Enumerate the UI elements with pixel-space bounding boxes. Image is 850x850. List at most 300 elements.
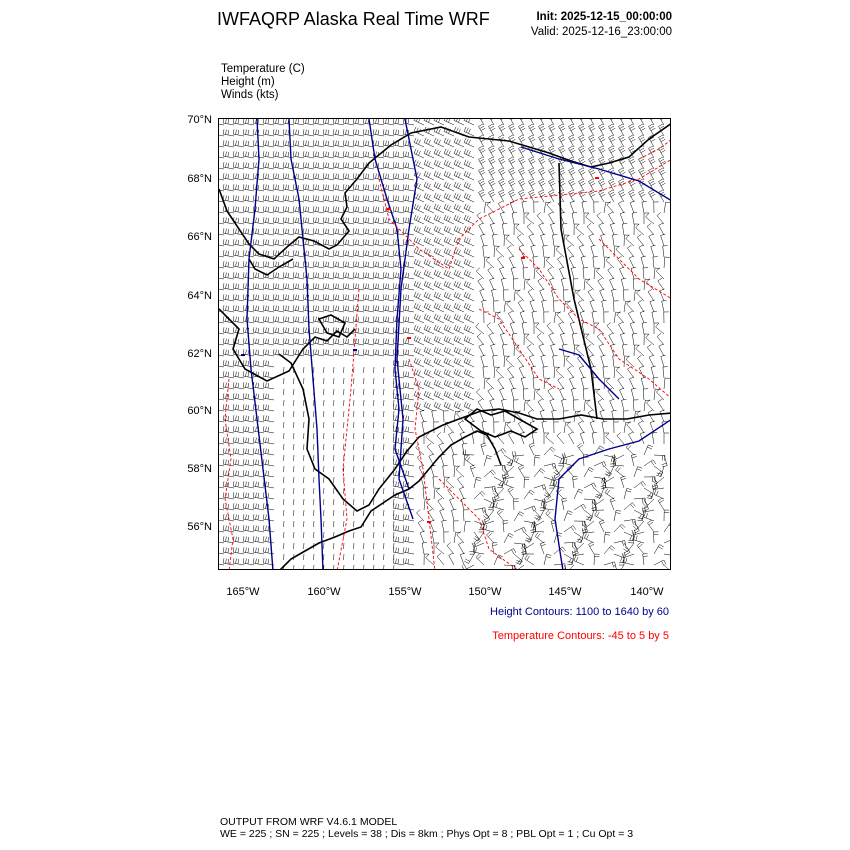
wind-barb	[323, 349, 334, 356]
wind-barb	[243, 305, 254, 312]
wind-barb	[527, 223, 534, 235]
wind-barb	[293, 338, 304, 345]
wind-barb	[223, 404, 234, 411]
wind-barb	[590, 421, 595, 433]
wind-barb	[294, 411, 295, 417]
wind-barb	[659, 344, 664, 356]
wind-barb	[414, 119, 424, 125]
wind-barb	[414, 193, 424, 202]
wind-barb	[529, 179, 536, 191]
wind-barb	[344, 543, 345, 549]
wind-barb	[554, 564, 566, 569]
wind-barb	[263, 294, 274, 301]
wind-barb	[562, 498, 567, 510]
wind-barb	[324, 499, 325, 505]
wind-barb	[314, 444, 315, 450]
wind-barb	[223, 250, 234, 257]
wind-barb	[393, 162, 404, 169]
wind-barb	[233, 283, 244, 290]
wind-barb	[571, 267, 576, 279]
wind-barb	[484, 202, 491, 213]
wind-barb	[637, 355, 644, 367]
wind-barb	[414, 303, 424, 312]
wind-barb	[517, 290, 525, 302]
wind-barb	[364, 455, 365, 461]
wind-barb	[522, 543, 534, 549]
wind-barb	[579, 245, 584, 257]
wind-barb	[642, 201, 647, 213]
wind-barb	[577, 234, 584, 246]
wind-barb	[573, 279, 578, 290]
wind-barb	[273, 283, 284, 290]
wind-barb	[383, 119, 394, 125]
wind-barb	[570, 201, 575, 213]
wind-barb	[650, 300, 655, 312]
wind-barb	[454, 325, 464, 334]
wind-barb	[304, 433, 305, 439]
wind-barb	[243, 470, 254, 477]
wind-barb	[294, 477, 295, 483]
wind-barb	[403, 338, 414, 345]
wind-barb	[646, 334, 654, 345]
wind-barb	[436, 488, 444, 499]
wind-barb	[561, 278, 566, 290]
wind-barb	[374, 477, 375, 483]
wind-barb	[223, 459, 234, 466]
wind-barb	[604, 466, 612, 477]
wind-barb	[353, 162, 364, 169]
wind-barb	[456, 466, 464, 477]
wind-barb	[577, 290, 585, 302]
wind-barb	[233, 525, 244, 532]
wind-barb	[383, 272, 394, 279]
wind-barb	[233, 294, 244, 301]
wind-barb	[243, 415, 254, 422]
wind-barb	[658, 399, 664, 411]
wind-barb	[536, 268, 544, 279]
wind-barb	[465, 456, 474, 467]
wind-barb	[533, 378, 538, 389]
wind-barb	[532, 521, 544, 527]
wind-barb	[253, 338, 264, 345]
wind-barb	[496, 367, 504, 378]
wind-barb	[609, 212, 615, 224]
wind-barb	[253, 415, 264, 422]
wind-barb	[364, 554, 365, 560]
wind-barb	[599, 119, 606, 125]
wind-barb	[612, 410, 617, 422]
wind-barb	[314, 532, 315, 538]
wind-barb	[442, 520, 447, 532]
wind-barb	[364, 565, 365, 570]
wind-barb	[373, 173, 384, 180]
wind-barb	[354, 532, 355, 538]
wind-barb	[294, 466, 295, 472]
wind-barb	[549, 119, 556, 125]
wind-barb	[544, 202, 551, 213]
wind-barb	[535, 532, 544, 543]
wind-barb	[613, 234, 618, 246]
wind-barb	[454, 336, 464, 345]
wind-barb	[294, 521, 295, 527]
wind-barb	[333, 119, 344, 125]
wind-barb	[562, 223, 567, 235]
wind-barb	[602, 421, 607, 433]
wind-barb	[418, 520, 424, 532]
wind-barb	[344, 367, 345, 373]
wind-barb	[464, 160, 474, 169]
wind-barb	[314, 455, 315, 461]
wind-barb	[314, 521, 315, 527]
wind-barb	[504, 235, 509, 246]
wind-barb	[599, 157, 606, 169]
wind-barb	[293, 151, 304, 158]
wind-barb	[654, 560, 666, 566]
wind-barb	[424, 226, 434, 235]
wind-barb	[253, 349, 264, 356]
wind-barb	[619, 554, 624, 565]
wind-barb	[537, 212, 544, 224]
wind-barb	[554, 367, 560, 378]
wind-barb	[527, 344, 534, 356]
wind-barb	[324, 554, 325, 560]
wind-barb	[233, 558, 244, 565]
wind-barb	[414, 347, 424, 356]
wind-barb	[599, 344, 604, 356]
wind-barb	[506, 356, 514, 367]
wind-barb	[303, 228, 314, 235]
wind-barb	[602, 477, 614, 483]
wind-barb	[223, 360, 234, 367]
wind-barb	[624, 422, 631, 433]
wind-barb	[464, 149, 474, 158]
wind-barb	[628, 311, 634, 323]
wind-barb	[574, 504, 586, 510]
wind-barb	[539, 157, 546, 169]
wind-barb	[263, 228, 274, 235]
wind-barb	[653, 257, 658, 269]
wind-barb	[636, 224, 644, 235]
wind-barb	[364, 488, 365, 494]
wind-barb	[564, 301, 571, 312]
lon-label-165w: 165°W	[226, 586, 260, 598]
wind-barb	[627, 421, 634, 433]
wind-barb	[403, 173, 414, 180]
wind-barb	[253, 503, 264, 510]
wind-barb	[243, 119, 254, 125]
wind-barb	[304, 378, 305, 384]
wind-barb	[343, 217, 354, 224]
wind-barb	[334, 389, 335, 395]
wind-barb	[462, 564, 474, 570]
wind-barb	[612, 289, 617, 301]
wind-barb	[514, 499, 519, 510]
wind-barb	[564, 542, 575, 547]
wind-barb	[569, 377, 574, 389]
wind-barb	[383, 250, 394, 257]
wind-barb	[374, 455, 375, 461]
wind-barb	[638, 421, 644, 433]
wind-barb	[324, 378, 325, 384]
wind-barb	[434, 303, 444, 312]
wind-barb	[499, 322, 505, 334]
wind-barb	[595, 511, 604, 521]
wind-barb	[454, 160, 464, 169]
wind-barb	[604, 312, 609, 323]
wind-barb	[639, 119, 646, 125]
wind-barb	[487, 532, 495, 544]
wind-barb	[549, 124, 556, 136]
wind-barb	[303, 206, 314, 213]
wind-barb	[647, 400, 655, 412]
wind-barb	[283, 129, 294, 136]
wind-barb	[529, 119, 536, 125]
wind-barb	[649, 119, 656, 125]
wind-barb	[434, 369, 444, 378]
wind-barb	[609, 124, 616, 136]
wind-barb	[243, 514, 254, 521]
wind-barb	[444, 391, 454, 400]
wind-barb	[464, 248, 474, 257]
wind-barb	[659, 179, 666, 191]
wind-barb	[364, 400, 365, 406]
wind-barb	[569, 124, 576, 136]
wind-barb	[648, 289, 654, 301]
wind-barb	[283, 250, 294, 257]
wind-barb	[284, 521, 285, 527]
wind-barb	[605, 489, 614, 499]
wind-barb	[638, 300, 644, 312]
wind-barb	[472, 432, 477, 444]
wind-barb	[223, 173, 234, 180]
wind-barb	[303, 272, 314, 279]
wind-barb	[424, 380, 434, 389]
wind-barb	[556, 246, 564, 257]
wind-barb	[334, 565, 335, 570]
wind-barb	[223, 305, 234, 312]
wind-barb	[587, 400, 595, 412]
wind-barb	[293, 206, 304, 213]
wind-barb	[424, 358, 434, 367]
wind-barb	[609, 333, 614, 345]
wind-barb	[444, 119, 454, 125]
wind-barb	[323, 129, 334, 136]
wind-barb	[383, 228, 394, 235]
wind-barb	[223, 525, 234, 532]
wind-barb	[632, 333, 637, 345]
wind-barb	[263, 261, 274, 268]
wind-barb	[374, 400, 375, 406]
wind-barb	[614, 565, 624, 570]
wind-barb	[353, 151, 364, 158]
wind-barb	[273, 206, 284, 213]
wind-barb	[384, 466, 385, 472]
wind-barb	[582, 521, 594, 528]
wind-barb	[437, 432, 444, 444]
wind-barb	[509, 168, 516, 180]
wind-barb	[253, 448, 264, 455]
wind-barb	[403, 239, 414, 246]
wind-barb	[493, 356, 498, 368]
wind-barb	[444, 149, 454, 158]
wind-barb	[642, 322, 647, 334]
wind-barb	[444, 380, 454, 389]
wind-barb	[536, 323, 544, 334]
wind-barb	[664, 202, 671, 213]
wind-barb	[567, 421, 574, 433]
wind-barb	[549, 477, 554, 488]
wind-barb	[353, 140, 364, 147]
wind-barb	[384, 400, 385, 406]
wind-barb	[605, 466, 614, 476]
wind-barb	[233, 162, 244, 169]
wind-barb	[294, 422, 295, 428]
wind-barb	[500, 212, 505, 224]
wind-barb	[582, 201, 587, 213]
wind-barb	[364, 532, 365, 538]
wind-barb	[503, 521, 508, 533]
wind-barb	[629, 135, 636, 147]
wind-barb	[434, 138, 444, 147]
wind-barb	[634, 345, 639, 356]
wind-barb	[444, 204, 454, 213]
wind-barb	[417, 454, 424, 466]
wind-barb	[343, 239, 354, 246]
wind-barb	[253, 525, 264, 532]
wind-barb	[519, 245, 524, 257]
wind-barb	[464, 193, 474, 202]
wind-barb	[273, 195, 284, 202]
wind-barb	[654, 268, 660, 279]
wind-barb	[525, 555, 534, 565]
wind-barb	[373, 283, 384, 290]
wind-barb	[499, 119, 506, 125]
wind-barb	[534, 499, 545, 507]
wind-barb	[414, 369, 424, 378]
wind-barb	[420, 531, 425, 543]
wind-barb	[333, 272, 344, 279]
init-time: Init: 2025-12-15_00:00:00	[536, 11, 672, 23]
wind-barb	[424, 215, 434, 224]
wind-barb	[314, 499, 315, 505]
wind-barb	[383, 151, 394, 158]
wind-barb	[513, 451, 525, 456]
wind-barb	[500, 333, 505, 345]
wind-barb	[263, 371, 274, 378]
wind-barb	[263, 382, 274, 389]
wind-barb	[519, 157, 526, 169]
wind-barb	[344, 400, 345, 406]
wind-barb	[373, 261, 384, 268]
wind-barb	[593, 257, 598, 269]
wind-barb	[374, 499, 375, 505]
wind-barb	[550, 399, 555, 411]
wind-barb	[568, 311, 574, 323]
wind-barb	[223, 140, 234, 147]
wind-barb	[283, 140, 294, 147]
wind-barb	[414, 226, 424, 235]
wind-barb	[243, 503, 254, 510]
wind-barb	[223, 151, 234, 158]
wind-barb	[373, 305, 384, 312]
wind-barb	[333, 349, 344, 356]
wind-barb	[578, 300, 584, 312]
wind-barb	[363, 239, 374, 246]
wind-barb	[574, 224, 579, 235]
wind-barb	[323, 294, 334, 301]
wind-barb	[323, 261, 334, 268]
wind-barb	[533, 257, 538, 269]
wind-barb	[464, 336, 474, 345]
wind-barb	[649, 157, 656, 169]
wind-barb	[559, 322, 565, 334]
wind-barb	[643, 389, 648, 400]
wind-barb	[656, 268, 664, 279]
temperature-contour-legend: Temperature Contours: -45 to 5 by 5	[492, 630, 669, 642]
coastline	[219, 309, 355, 381]
wind-barb	[454, 466, 460, 477]
wind-barb	[403, 525, 414, 532]
wind-barb	[554, 246, 560, 257]
wind-barb	[634, 481, 646, 488]
wind-barb	[434, 204, 444, 213]
wind-barb	[314, 433, 315, 439]
wind-barb	[541, 234, 546, 246]
wind-barb	[583, 268, 588, 279]
wind-barb	[563, 290, 568, 301]
wind-barb	[343, 140, 354, 147]
wind-barb	[436, 543, 444, 554]
wind-barb	[454, 402, 464, 411]
wind-barb	[606, 257, 614, 268]
wind-barb	[444, 336, 454, 345]
wind-barb	[620, 212, 625, 224]
wind-barb	[243, 404, 254, 411]
wind-barb	[253, 239, 264, 246]
wind-barb	[569, 168, 576, 180]
wind-barb	[454, 237, 464, 246]
wind-barb	[649, 234, 654, 246]
wind-barb	[273, 305, 284, 312]
wind-barb	[243, 547, 254, 554]
wind-barb	[273, 294, 284, 301]
wind-barb	[517, 234, 524, 246]
wind-barb	[434, 347, 444, 356]
wind-barb	[253, 184, 264, 191]
wind-barb	[486, 257, 494, 268]
wind-barb	[629, 157, 636, 169]
wind-barb	[634, 290, 640, 301]
model-info-line2: WE = 225 ; SN = 225 ; Levels = 38 ; Dis = 8km ; Phys Opt = 8 ; PBL Opt = 1 ; Cu Opt = 3	[220, 828, 634, 840]
wind-barb	[434, 237, 444, 246]
wind-barb	[284, 444, 285, 450]
wind-barb	[508, 366, 515, 378]
wind-barb	[364, 444, 365, 450]
wind-barb	[233, 437, 244, 444]
wind-barb	[460, 553, 465, 565]
wind-barb	[273, 129, 284, 136]
wind-barb	[444, 226, 454, 235]
wind-barb	[614, 565, 621, 570]
wind-barb	[569, 190, 576, 202]
wind-barb	[333, 305, 344, 312]
wind-barb	[508, 487, 514, 499]
wind-barb	[304, 554, 305, 560]
wind-barb	[490, 278, 495, 290]
wind-barb	[640, 311, 645, 323]
wind-barb	[559, 267, 564, 279]
wind-barb	[589, 119, 596, 125]
